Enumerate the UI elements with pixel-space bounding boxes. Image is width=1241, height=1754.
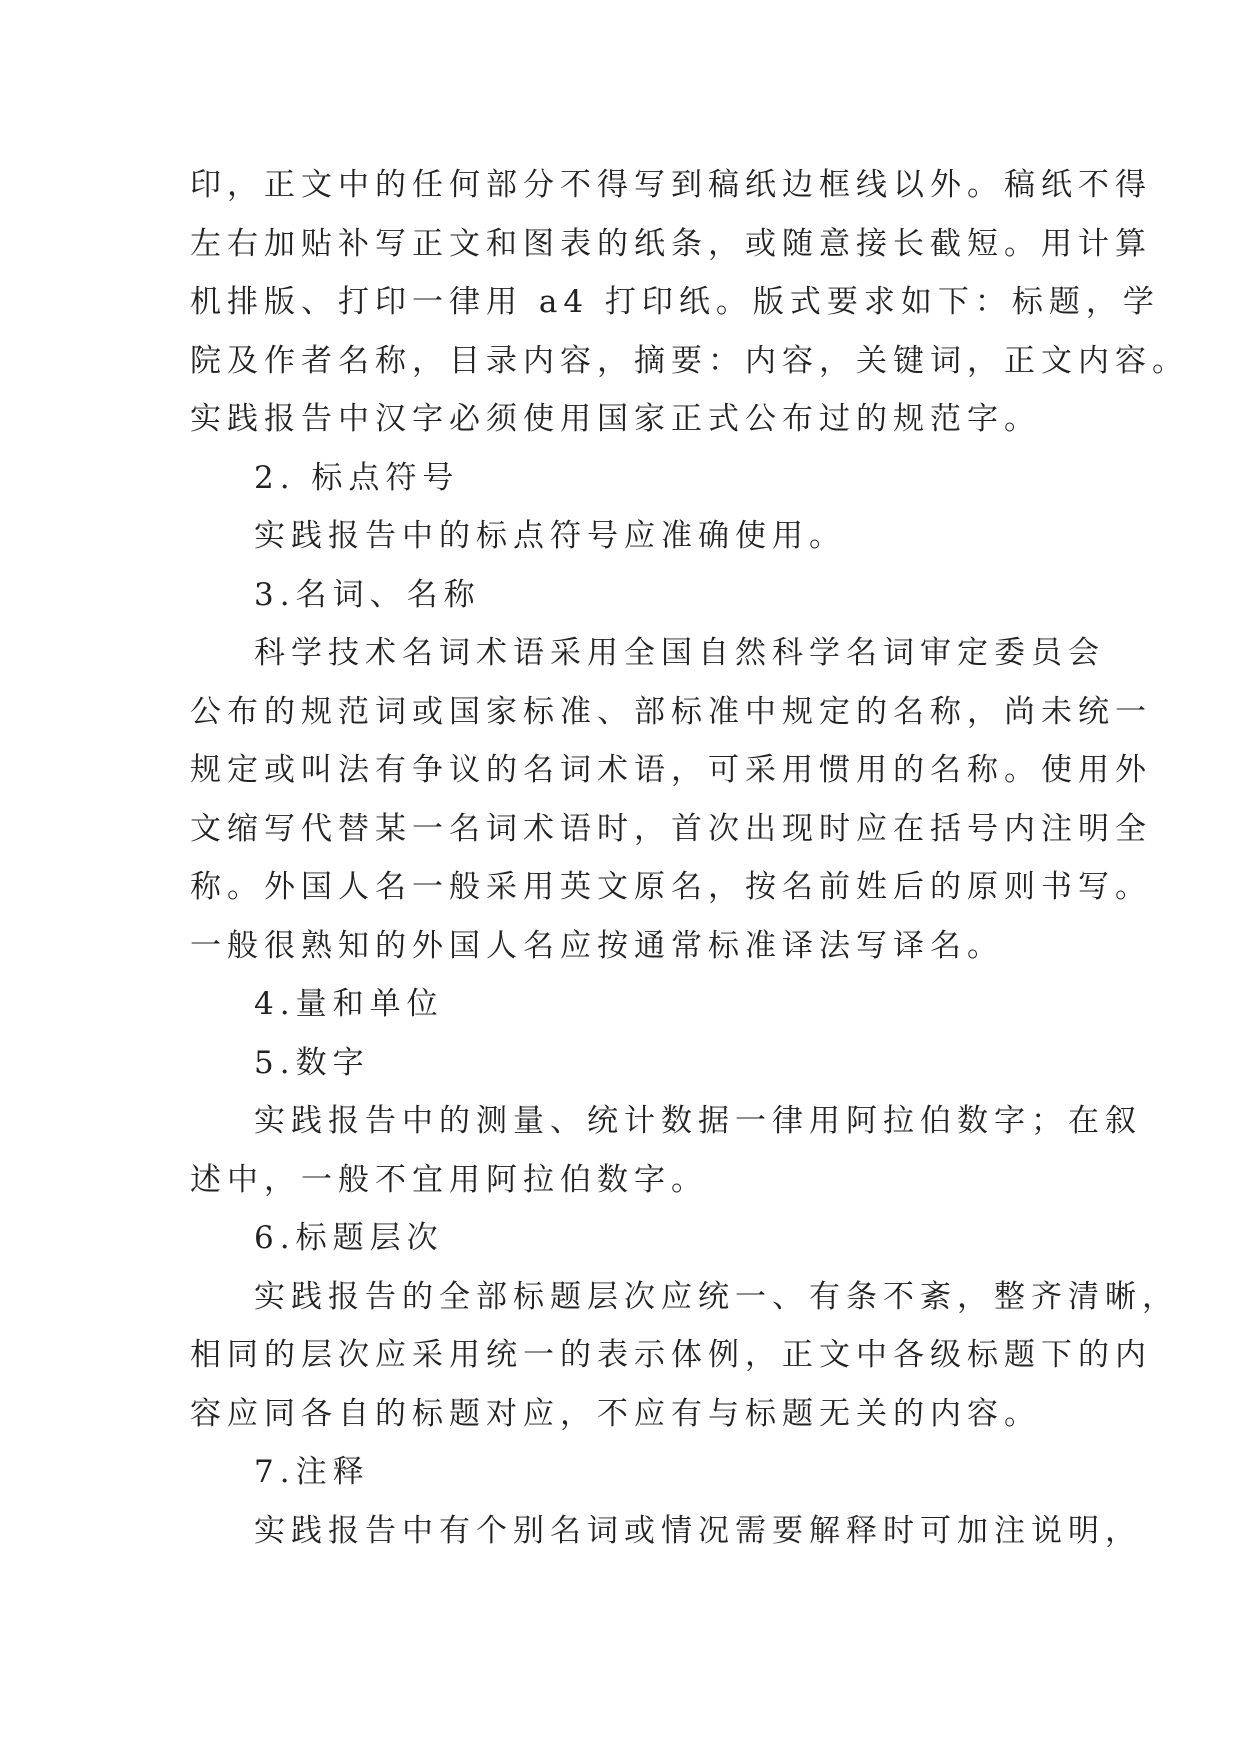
text-line: 实践报告的全部标题层次应统一、有条不紊，整齐清晰， [254,1278,1179,1315]
text-line: 述中，一般不宜用阿拉伯数字。 [190,1161,708,1198]
text-line: 相同的层次应采用统一的表示体例，正文中各级标题下的内 [190,1337,1152,1373]
text-line: 实践报告中的标点符号应准确使用。 [254,518,846,554]
text-line: 7.注释 [254,1454,370,1490]
text-line: 印，正文中的任何部分不得写到稿纸边框线以外。稿纸不得 [190,167,1152,203]
text-line: 实践报告中的测量、统计数据一律用阿拉伯数字；在叙 [254,1103,1142,1139]
document-body [190,156,1189,1560]
text-line: 4.量和单位 [254,986,444,1022]
text-line: 6.标题层次 [254,1220,444,1256]
text-line: 2. 标点符号 [254,459,460,496]
text-line: 5.数字 [254,1044,370,1081]
text-line: 3.名词、名称 [254,576,481,613]
text-line: 公布的规范词或国家标准、部标准中规定的名称，尚未统一 [190,693,1152,730]
text-line: 左右加贴补写正文和图表的纸条，或随意接长截短。用计算 [190,225,1152,262]
text-line: 文缩写代替某一名词术语时，首次出现时应在括号内注明全 [190,810,1152,847]
text-line: 实践报告中汉字必须使用国家正式公布过的规范字。 [190,401,1041,437]
text-line: 机排版、打印一律用 a4 打印纸。版式要求如下：标题，学 [190,284,1160,320]
text-line: 规定或叫法有争议的名词术语，可采用惯用的名称。使用外 [190,752,1152,788]
text-line: 一般很熟知的外国人名应按通常标准译法写译名。 [190,927,1004,964]
text-line: 实践报告中有个别名词或情况需要解释时可加注说明， [254,1512,1142,1549]
text-line: 容应同各自的标题对应，不应有与标题无关的内容。 [190,1395,1041,1432]
text-line: 院及作者名称，目录内容，摘要：内容，关键词，正文内容。 [190,342,1189,379]
text-line: 称。外国人名一般采用英文原名，按名前姓后的原则书写。 [190,869,1152,905]
text-line: 科学技术名词术语采用全国自然科学名词审定委员会 [254,635,1105,671]
